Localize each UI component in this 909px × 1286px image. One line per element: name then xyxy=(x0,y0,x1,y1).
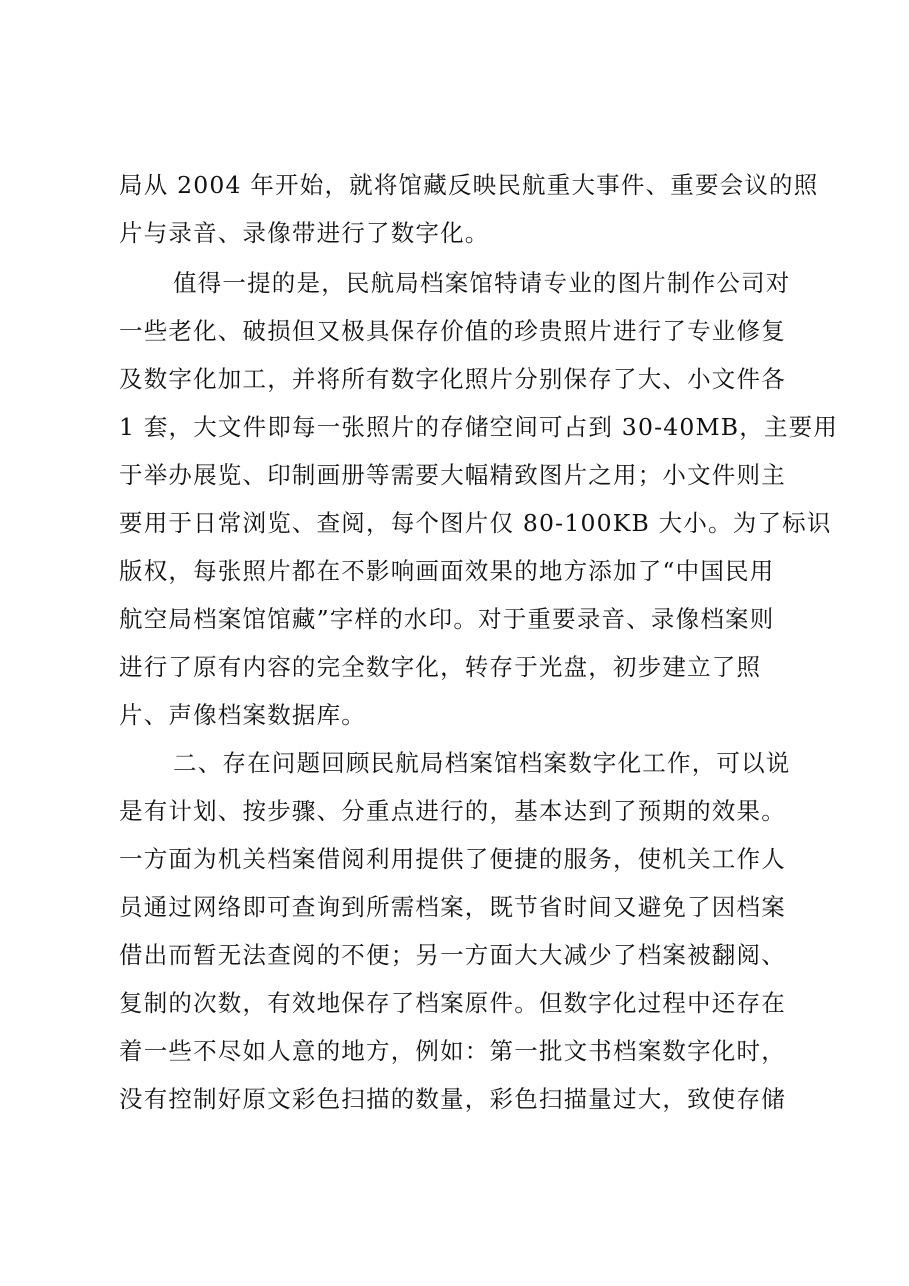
text-line: 是有计划、按步骤、分重点进行的，基本达到了预期的效果。 xyxy=(119,797,786,825)
text-line: 二、存在问题回顾民航局档案馆档案数字化工作，可以说 xyxy=(173,749,791,777)
text-line: 员通过网络即可查询到所需档案，既节省时间又避免了因档案 xyxy=(119,893,786,921)
text-line: 于举办展览、印制画册等需要大幅精致图片之用；小文件则主 xyxy=(119,461,786,489)
text-line: 片、声像档案数据库。 xyxy=(119,701,366,729)
text-line: 着一些不尽如人意的地方，例如：第一批文书档案数字化时， xyxy=(119,1037,786,1065)
text-line: 一方面为机关档案借阅利用提供了便捷的服务，使机关工作人 xyxy=(119,845,786,873)
text-line: 版权，每张照片都在不影响画面效果的地方添加了“中国民用 xyxy=(119,557,775,585)
text-line: 值得一提的是，民航局档案馆特请专业的图片制作公司对 xyxy=(173,269,791,297)
text-line: 复制的次数，有效地保存了档案原件。但数字化过程中还存在 xyxy=(119,989,786,1017)
text-line: 借出而暂无法查阅的不便；另一方面大大减少了档案被翻阅、 xyxy=(119,941,786,969)
text-line: 要用于日常浏览、查阅，每个图片仅 80-100KB 大小。为了标识 xyxy=(119,509,832,537)
text-line: 一些老化、破损但又极具保存价值的珍贵照片进行了专业修复 xyxy=(119,317,786,345)
text-line: 片与录音、录像带进行了数字化。 xyxy=(119,219,490,247)
text-line: 没有控制好原文彩色扫描的数量，彩色扫描量过大，致使存储 xyxy=(119,1085,786,1113)
text-line: 航空局档案馆馆藏”字样的水印。对于重要录音、录像档案则 xyxy=(119,605,775,633)
text-line: 及数字化加工，并将所有数字化照片分别保存了大、小文件各 xyxy=(119,365,786,393)
text-line: 1 套，大文件即每一张照片的存储空间可占到 30-40MB，主要用 xyxy=(119,413,839,441)
text-line: 局从 2004 年开始，就将馆藏反映民航重大事件、重要会议的照 xyxy=(119,171,819,199)
text-line: 进行了原有内容的完全数字化，转存于光盘，初步建立了照 xyxy=(119,653,762,681)
